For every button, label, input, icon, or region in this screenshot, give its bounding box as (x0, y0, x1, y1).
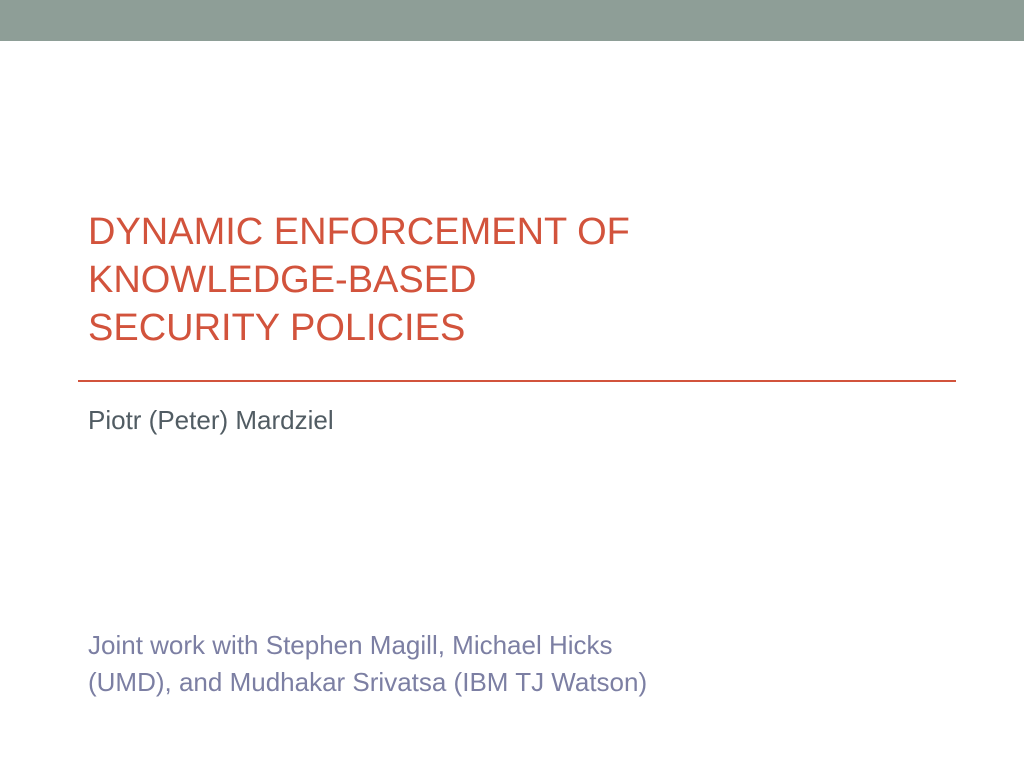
acknowledgement-line-2: (UMD), and Mudhakar Srivatsa (IBM TJ Watson) (88, 667, 648, 697)
title-line-2: KNOWLEDGE-BASED (88, 259, 477, 301)
title-divider (78, 380, 956, 382)
acknowledgement-line-1: Joint work with Stephen Magill, Michael Hicks (88, 630, 613, 660)
author-name: Piotr (Peter) Mardziel (88, 405, 334, 435)
acknowledgement (88, 627, 647, 701)
title-line-1: DYNAMIC ENFORCEMENT OF (88, 211, 630, 253)
top-accent-bar (0, 0, 1024, 41)
title-line-3: SECURITY POLICIES (88, 307, 466, 349)
slide-title (88, 208, 948, 352)
